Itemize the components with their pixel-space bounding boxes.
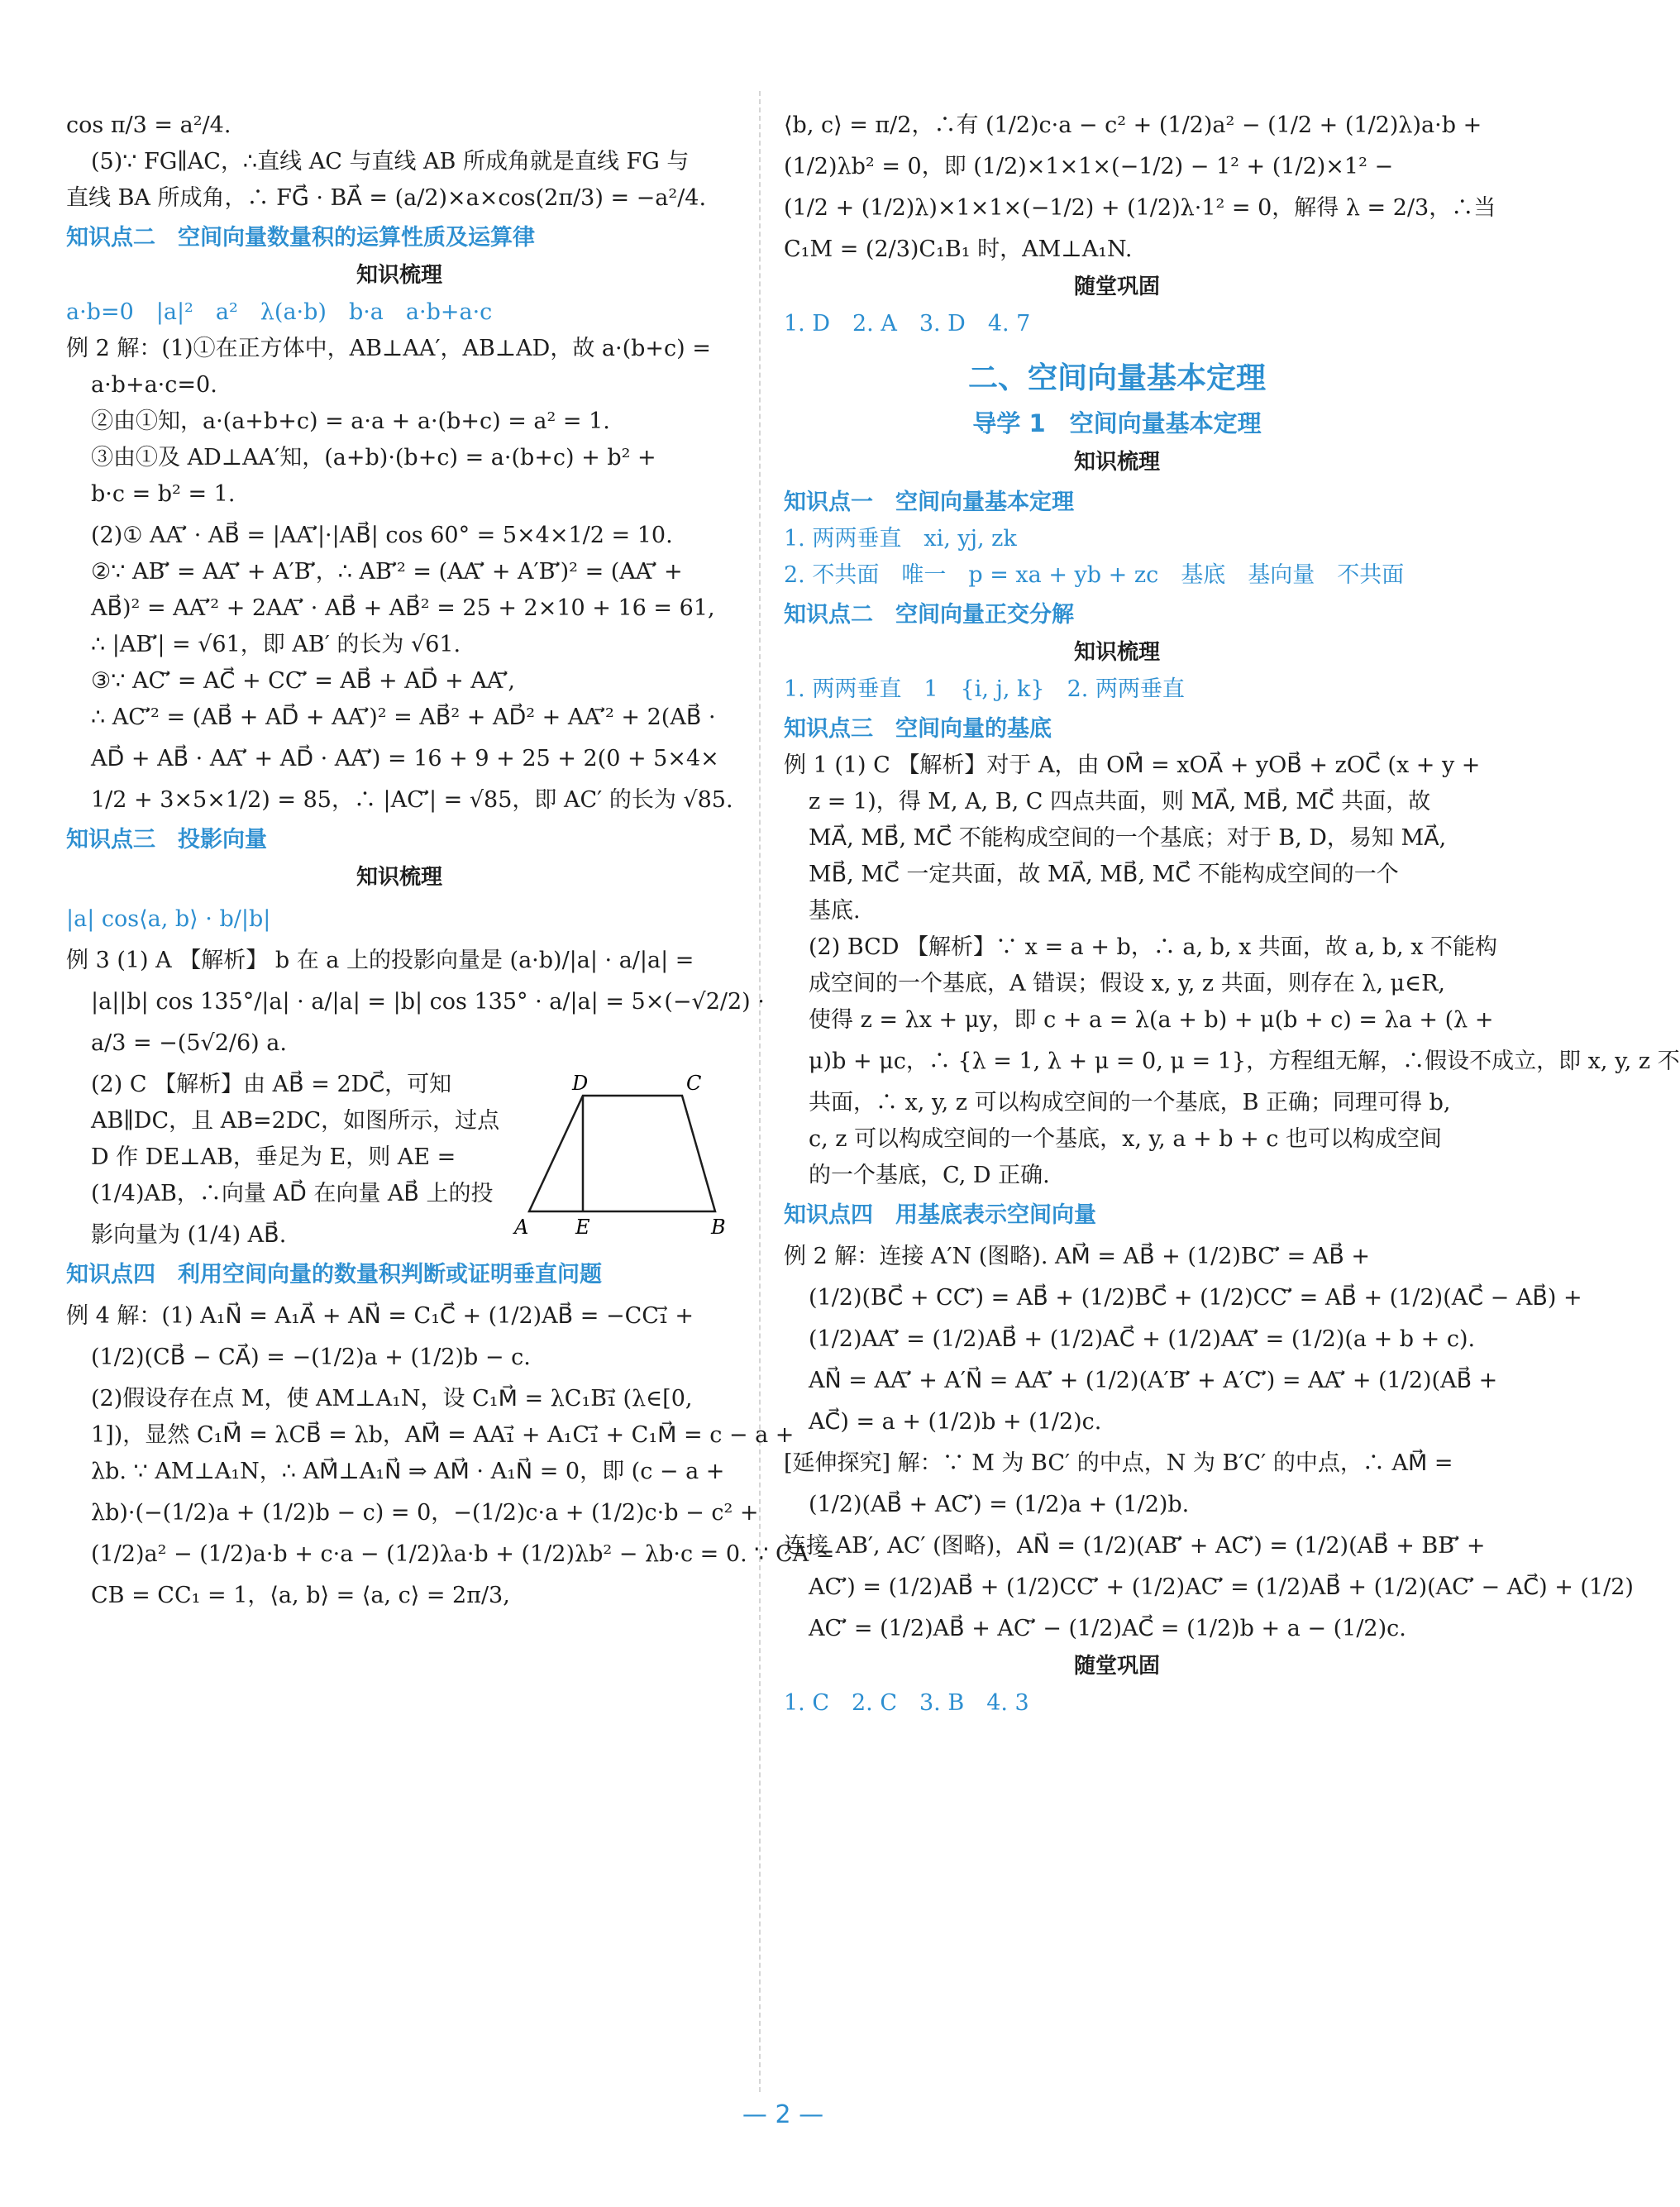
text-line: 例 2 解：(1)①在正方体中，AB⊥AA′，AB⊥AD，故 a·(b+c) = <box>66 336 711 361</box>
answer-line: 1. 两两垂直 xi, yj, zk <box>784 526 1017 552</box>
label-c: C <box>686 1072 702 1095</box>
text-line: 基底. <box>809 898 861 924</box>
text-line: 例 3 (1) A 【解析】 b 在 a 上的投影向量是 (a·b)/|a| · a/|a| = <box>66 948 694 973</box>
text-line: 的一个基底，C, D 正确. <box>809 1163 1050 1188</box>
text-line: D 作 DE⊥AB，垂足为 E，则 AE = <box>91 1144 456 1170</box>
text-line: AC′⃗) = (1/2)AB⃗ + (1/2)CC′⃗ + (1/2)AC′⃗ = (1/2)AB⃗ + (1/2)(AC′⃗ − AC⃗) + (1/2) <box>809 1574 1634 1600</box>
text-line: 连接 AB′, AC′ (图略)，AN⃗ = (1/2)(AB′⃗ + AC′⃗) = (1/2)(AB⃗ + BB′⃗ + <box>784 1533 1486 1559</box>
text-line: ②由①知，a·(a+b+c) = a·a + a·(b+c) = a² = 1. <box>91 408 610 434</box>
text-line: (5)∵ FG∥AC，∴直线 AC 与直线 AB 所成角就是直线 FG 与 <box>91 149 690 174</box>
text-line: b·c = b² = 1. <box>91 481 236 507</box>
text-line: (1/2)(AB⃗ + AC′⃗) = (1/2)a + (1/2)b. <box>809 1492 1190 1517</box>
answer-line: |a| cos⟨a, b⟩ · b/|b| <box>66 906 271 932</box>
text-line: [延伸探究] 解：∵ M 为 BC′ 的中点，N 为 B′C′ 的中点，∴ AM⃗ = <box>784 1450 1453 1476</box>
text-line: λb. ∵ AM⊥A₁N，∴ AM⃗⊥A₁N⃗ ⇒ AM⃗ · A₁N⃗ = 0，即 (c − a + <box>91 1459 725 1484</box>
text-line: ③由①及 AD⊥AA′知，(a+b)·(b+c) = a·(b+c) + b² + <box>91 445 656 471</box>
subsection-title: 随堂巩固 <box>1073 1654 1160 1679</box>
section-heading: 知识点三 投影向量 <box>66 827 267 853</box>
text-line: (1/2)AA′⃗ = (1/2)AB⃗ + (1/2)AC⃗ + (1/2)AA′⃗ = (1/2)(a + b + c). <box>809 1326 1476 1352</box>
text-line: (2) C 【解析】由 AB⃗ = 2DC⃗，可知 <box>91 1072 452 1097</box>
text-line: CB = CC₁ = 1，⟨a, b⟩ = ⟨a, c⟩ = 2π/3, <box>91 1583 510 1608</box>
text-line: (2) BCD 【解析】∵ x = a + b，∴ a, b, x 共面，故 a, b, x 不能构 <box>809 934 1498 960</box>
example-3-2-block <box>66 1067 733 1254</box>
section-heading: 知识点三 空间向量的基底 <box>784 716 1052 742</box>
label-b: B <box>711 1216 726 1239</box>
text-line: c, z 可以构成空间的一个基底，x, y, a + b + c 也可以构成空间 <box>809 1126 1442 1152</box>
text-line: ⟨b, c⟩ = π/2，∴有 (1/2)c·a − c² + (1/2)a² − (1/2 + (1/2)λ)a·b + <box>784 112 1482 138</box>
text-line: AC⃗) = a + (1/2)b + (1/2)c. <box>809 1409 1102 1435</box>
column-divider <box>759 91 761 2092</box>
subsection-title: 随堂巩固 <box>1073 275 1160 299</box>
chapter-title: 二、空间向量基本定理 <box>967 361 1266 395</box>
text-line: 例 1 (1) C 【解析】对于 A，由 OM⃗ = xOA⃗ + yOB⃗ + zOC⃗ (x + y + <box>784 752 1481 778</box>
answer-line: 1. 两两垂直 1 {i, j, k} 2. 两两垂直 <box>784 676 1185 702</box>
answer-line: 2. 不共面 唯一 p = xa + yb + zc 基底 基向量 不共面 <box>784 562 1405 588</box>
text-line: 使得 z = λx + μy，即 c + a = λ(a + b) + μ(b + c) = λa + (λ + <box>809 1007 1494 1033</box>
text-line: ∴ |AB′⃗| = √61，即 AB′ 的长为 √61. <box>91 632 461 657</box>
section-heading: 知识点一 空间向量基本定理 <box>784 490 1074 515</box>
text-line: 例 2 解：连接 A′N (图略). AM⃗ = AB⃗ + (1/2)BC′⃗ = AB⃗ + <box>784 1244 1371 1269</box>
text-line: 1/2 + 3×5×1/2) = 85，∴ |AC′⃗| = √85，即 AC′ 的长为 √85. <box>91 787 733 813</box>
text-line: C₁M = (2/3)C₁B₁ 时，AM⊥A₁N. <box>784 236 1133 262</box>
text-line: a·b+a·c=0. <box>91 372 217 398</box>
text-line: MB⃗, MC⃗ 一定共面，故 MA⃗, MB⃗, MC⃗ 不能构成空间的一个 <box>809 862 1399 887</box>
text-line: λb)·(−(1/2)a + (1/2)b − c) = 0，−(1/2)c·a + (1/2)c·b − c² + <box>91 1500 759 1526</box>
text-line: (1/2)(BC⃗ + CC′⃗) = AB⃗ + (1/2)BC⃗ + (1/2)CC′⃗ = AB⃗ + (1/2)(AC⃗ − AB⃗) + <box>809 1285 1582 1311</box>
text-line: z = 1)，得 M, A, B, C 四点共面，则 MA⃗, MB⃗, MC⃗ 共面，故 <box>809 789 1431 814</box>
trapezoid-figure <box>513 1072 728 1240</box>
subsection-title: 知识梳理 <box>356 865 442 890</box>
text-line: |a||b| cos 135°/|a| · a/|a| = |b| cos 135° · a/|a| = 5×(−√2/2) · <box>91 989 765 1015</box>
text-line: cos π/3 = a²/4. <box>66 112 231 138</box>
text-line: 影向量为 (1/4) AB⃗. <box>91 1222 287 1248</box>
section-heading: 知识点四 利用空间向量的数量积判断或证明垂直问题 <box>66 1262 602 1287</box>
text-line: AD⃗ + AB⃗ · AA′⃗ + AD⃗ · AA′⃗) = 16 + 9 + 25 + 2(0 + 5×4× <box>91 746 719 771</box>
subsection-title: 知识梳理 <box>356 263 442 288</box>
trapezoid-outline <box>529 1096 715 1211</box>
section-heading: 知识点二 空间向量正交分解 <box>784 602 1074 628</box>
subsection-title: 知识梳理 <box>1073 640 1160 665</box>
text-line: AB∥DC，且 AB=2DC，如图所示，过点 <box>91 1108 500 1134</box>
text-line: 1])，显然 C₁M⃗ = λCB⃗ = λb，AM⃗ = AA₁⃗ + A₁C₁⃗ + C₁M⃗ = c − a + <box>91 1422 795 1448</box>
text-line: (1/4)AB，∴向量 AD⃗ 在向量 AB⃗ 上的投 <box>91 1181 494 1206</box>
text-line: ∴ AC′⃗² = (AB⃗ + AD⃗ + AA′⃗)² = AB⃗² + AD⃗² + AA′⃗² + 2(AB⃗ · <box>91 705 716 730</box>
page-number: — 2 — <box>742 2100 824 2129</box>
text-line: (1/2)(CB⃗ − CA⃗) = −(1/2)a + (1/2)b − c. <box>91 1345 531 1370</box>
text-line: (1/2)λb² = 0，即 (1/2)×1×1×(−1/2) − 1² + (1/2)×1² − <box>784 154 1394 179</box>
text-line: (1/2 + (1/2)λ)×1×1×(−1/2) + (1/2)λ·1² = 0，解得 λ = 2/3，∴当 <box>784 195 1496 221</box>
label-e: E <box>575 1216 590 1239</box>
text-line: ③∵ AC′⃗ = AC⃗ + CC′⃗ = AB⃗ + AD⃗ + AA′⃗, <box>91 668 516 694</box>
text-line: (1/2)a² − (1/2)a·b + c·a − (1/2)λa·b + (1/2)λb² − λb·c = 0. ∵ CA = <box>91 1541 835 1567</box>
text-line: (2)① AA′⃗ · AB⃗ = |AA′⃗|·|AB⃗| cos 60° = 5×4×1/2 = 10. <box>91 523 673 548</box>
right-column <box>784 107 1680 1722</box>
text-line: ②∵ AB′⃗ = AA′⃗ + A′B′⃗，∴ AB′⃗² = (AA′⃗ + A′B′⃗)² = (AA′⃗ + <box>91 559 683 585</box>
text-line: 共面，∴ x, y, z 可以构成空间的一个基底，B 正确；同理可得 b, <box>809 1090 1451 1115</box>
text-line: AB⃗)² = AA′⃗² + 2AA′⃗ · AB⃗ + AB⃗² = 25 + 2×10 + 16 = 61, <box>91 595 715 621</box>
section-heading: 知识点二 空间向量数量积的运算性质及运算律 <box>66 225 535 251</box>
lesson-title: 导学 1 空间向量基本定理 <box>972 409 1262 437</box>
text-line: (2)假设存在点 M，使 AM⊥A₁N，设 C₁M⃗ = λC₁B₁⃗ (λ∈[0, <box>91 1386 693 1412</box>
text-line: AC′⃗ = (1/2)AB⃗ + AC′⃗ − (1/2)AC⃗ = (1/2)b + a − (1/2)c. <box>809 1616 1406 1641</box>
section-heading: 知识点四 用基底表示空间向量 <box>784 1202 1096 1228</box>
text-line: 例 4 解：(1) A₁N⃗ = A₁A⃗ + AN⃗ = C₁C⃗ + (1/2)AB⃗ = −CC₁⃗ + <box>66 1303 694 1329</box>
text-line: AN⃗ = AA′⃗ + A′N⃗ = AA′⃗ + (1/2)(A′B′⃗ + A′C′⃗) = AA′⃗ + (1/2)(AB⃗ + <box>809 1368 1498 1393</box>
text-line: 成空间的一个基底，A 错误；假设 x, y, z 共面，则存在 λ, μ∈R, <box>809 971 1445 996</box>
subsection-title: 知识梳理 <box>1073 450 1160 475</box>
text-line: a/3 = −(5√2/6) a. <box>91 1030 287 1056</box>
label-d: D <box>572 1072 589 1095</box>
text-line: MA⃗, MB⃗, MC⃗ 不能构成空间的一个基底；对于 B, D，易知 MA⃗, <box>809 825 1447 851</box>
answer-line: 1. D 2. A 3. D 4. 7 <box>784 311 1031 337</box>
answer-line: a·b=0 |a|² a² λ(a·b) b·a a·b+a·c <box>66 299 493 325</box>
text-line: μ)b + μc，∴ {λ = 1, λ + μ = 0, μ = 1}，方程组无解，∴假设不成立，即 x, y, z 不 <box>809 1049 1680 1074</box>
answer-line: 1. C 2. C 3. B 4. 3 <box>784 1690 1029 1716</box>
label-a: A <box>514 1216 529 1239</box>
text-line: 直线 BA 所成角，∴ FG⃗ · BA⃗ = (a/2)×a×cos(2π/3) = −a²/4. <box>66 185 707 211</box>
